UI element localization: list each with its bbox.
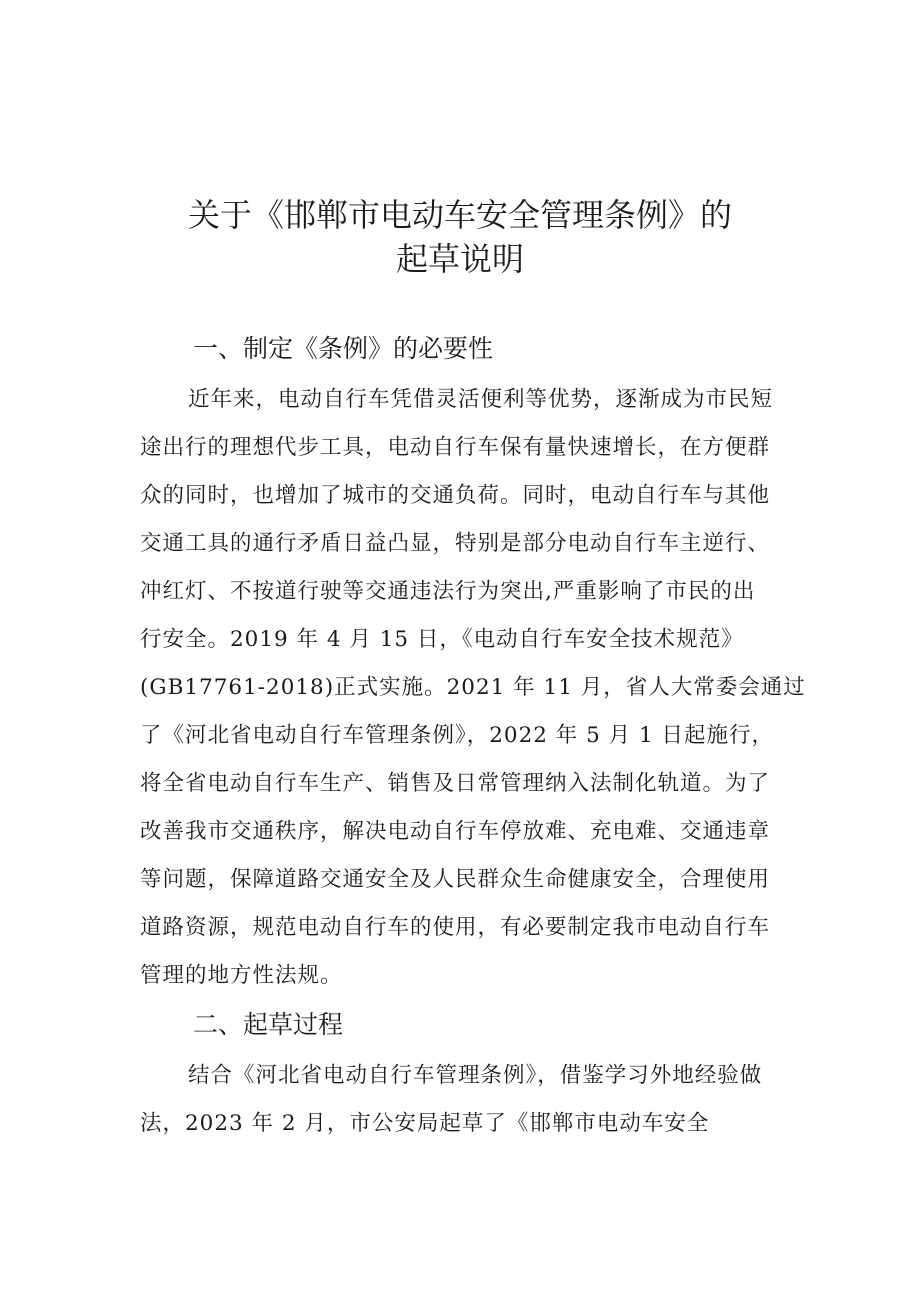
section-2-heading: 二、起草过程 (193, 1010, 344, 1039)
section-1-heading: 一、制定《条例》的必要性 (193, 334, 494, 363)
paragraph-line: 了《河北省电动自行车管理条例》，2022 年 5 月 1 日起施行， (140, 723, 774, 748)
paragraph-line: 将全省电动自行车生产、销售及日常管理纳入法制化轨道。为了 (140, 771, 771, 796)
paragraph-line: (GB17761-2018)正式实施。2021 年 11 月，省人大常委会通过 (140, 675, 806, 700)
document-title-line-1: 关于《邯郸市电动车安全管理条例》的 (187, 196, 732, 234)
paragraph-line: 法，2023 年 2 月，市公安局起草了《邯郸市电动车安全 (140, 1111, 710, 1136)
paragraph-line: 管理的地方性法规。 (140, 963, 343, 988)
document-title-line-2: 起草说明 (395, 240, 524, 278)
paragraph-line: 道路资源，规范电动自行车的使用，有必要制定我市电动自行车 (140, 915, 771, 940)
paragraph-line: 众的同时，也增加了城市的交通负荷。同时，电动自行车与其他 (140, 483, 771, 508)
paragraph-line: 交通工具的通行矛盾日益凸显，特别是部分电动自行车主逆行、 (140, 531, 771, 556)
paragraph-line: 冲红灯、不按道行驶等交通违法行为突出,严重影响了市民的出 (140, 579, 756, 604)
paragraph-line: 改善我市交通秩序，解决电动自行车停放难、充电难、交通违章 (140, 819, 771, 844)
paragraph-line: 结合《河北省电动自行车管理条例》，借鉴学习外地经验做 (188, 1063, 763, 1088)
paragraph-line: 途出行的理想代步工具，电动自行车保有量快速增长，在方便群 (140, 435, 771, 460)
paragraph-line: 近年来，电动自行车凭借灵活便利等优势，逐渐成为市民短 (188, 387, 774, 412)
paragraph-line: 等问题，保障道路交通安全及人民群众生命健康安全，合理使用 (140, 867, 771, 892)
paragraph-line: 行安全。2019 年 4 月 15 日，《电动自行车安全技术规范》 (140, 627, 744, 652)
